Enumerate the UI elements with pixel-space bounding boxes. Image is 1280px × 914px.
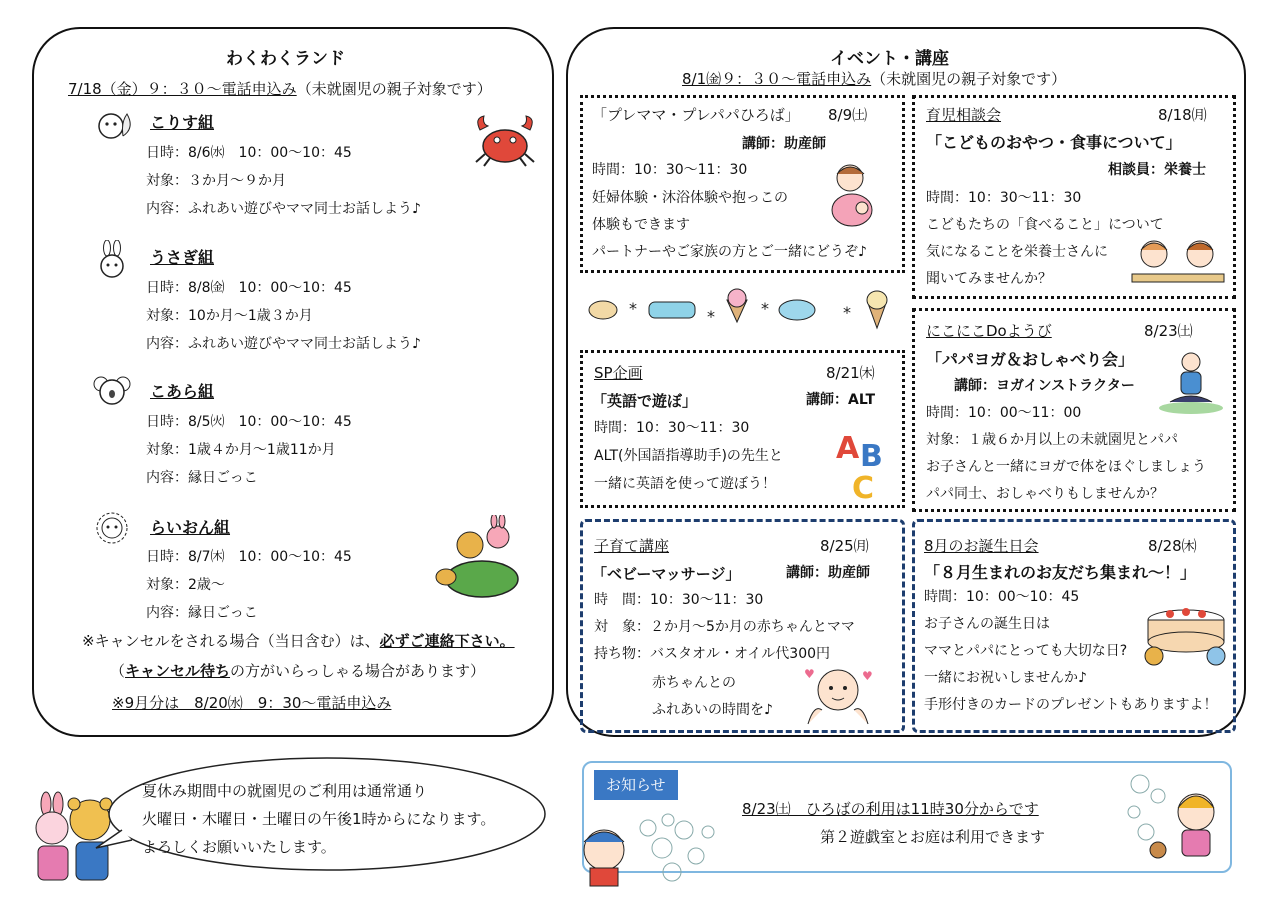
svg-text:♥: ♥ xyxy=(804,667,815,681)
group-date-raion: 日時：8/7㈭ 10：00～10：45 xyxy=(146,549,352,565)
kosodate-line-3: 持ち物：バスタオル・オイル代300円 xyxy=(594,646,831,662)
lion-icon xyxy=(92,510,132,546)
girl-blowing-bubbles-illustration xyxy=(1120,768,1230,868)
sp-heading: SP企画 xyxy=(594,364,643,382)
niko-line-1: 時間：10：00～11：00 xyxy=(926,405,1082,421)
group-content-usagi: 内容：ふれあい遊びやママ同士お話しよう♪ xyxy=(146,336,421,352)
group-content-koara: 内容：縁日ごっこ xyxy=(146,470,258,486)
premama-line-4: パートナーやご家族の方とご一緒にどうぞ♪ xyxy=(592,244,867,260)
september-notice: ※9月分は 8/20㈬ 9：30～電話申込み xyxy=(112,694,392,712)
children-eating-illustration xyxy=(1128,234,1228,292)
ikuji-line-4: 聞いてみませんか？ xyxy=(926,271,1052,287)
niko-heading: にこにこDoようび xyxy=(926,322,1052,340)
turtle-animals-illustration xyxy=(432,515,532,603)
premama-line-2: 妊婦体験・沐浴体験や抱っこの xyxy=(592,190,788,206)
notice-line-2: 第２遊戯室とお庭は利用できます xyxy=(820,828,1046,846)
birthday-line-4: 一緒にお祝いしませんか♪ xyxy=(924,670,1087,686)
svg-text:*: * xyxy=(707,307,715,326)
waitlist-text: の方がいらっしゃる場合があります） xyxy=(230,662,486,680)
birthday-line-1: 時間：10：00～10：45 xyxy=(924,589,1080,605)
bubble-line-3: よろしくお願いいたします。 xyxy=(142,838,336,856)
birthday-line-3: ママとパパにとっても大切な日? xyxy=(924,643,1128,659)
svg-text:*: * xyxy=(843,303,851,322)
events-title: イベント・講座 xyxy=(830,49,949,69)
sp-line-1: 時間：10：30～11：30 xyxy=(594,420,750,436)
premama-line-1: 時間：10：30～11：30 xyxy=(592,162,748,178)
premama-line-3: 体験もできます xyxy=(592,217,690,233)
premama-title: 「プレママ・プレパパひろば」 xyxy=(592,106,800,124)
rabbit-icon xyxy=(95,240,131,280)
svg-text:C: C xyxy=(852,471,875,502)
koala-icon xyxy=(93,372,131,410)
birthday-cake-illustration xyxy=(1140,590,1232,670)
birthday-line-5: 手形付きのカードのプレゼントもありますよ！ xyxy=(924,697,1218,713)
cancel-notice-emphasis: 必ずご連絡下さい。 xyxy=(379,632,515,650)
kosodate-date: 8/25㈪ xyxy=(820,537,869,555)
niko-line-3: お子さんと一緒にヨガで体をほぐしましょう xyxy=(926,459,1206,475)
group-name-raion: らいおん組 xyxy=(150,518,231,537)
birthday-heading: 8月のお誕生日会 xyxy=(924,537,1039,555)
birthday-title: 「８月生まれのお友だち集まれ～！」 xyxy=(924,563,1197,582)
svg-text:♥: ♥ xyxy=(862,669,873,683)
ikuji-lecturer: 相談員：栄養士 xyxy=(1108,162,1206,178)
wakuwaku-title: わくわくランド xyxy=(226,49,345,69)
sp-lecturer: 講師：ALT xyxy=(806,392,875,408)
sp-title: 「英語で遊ぼ」 xyxy=(592,392,698,410)
child-blowing-bubbles-illustration xyxy=(572,808,722,888)
events-apply-date: 8/1㈮９：３０～電話申込み xyxy=(682,70,872,88)
yoga-man-illustration xyxy=(1156,350,1226,416)
group-content-raion: 内容：縁日ごっこ xyxy=(146,605,258,621)
kosodate-heading: 子育て講座 xyxy=(594,537,670,555)
svg-text:*: * xyxy=(629,299,637,318)
group-target-korisu: 対象：３か月～９か月 xyxy=(146,173,286,189)
notice-tag: お知らせ xyxy=(594,770,678,800)
niko-lecturer: 講師：ヨガインストラクター xyxy=(954,378,1135,394)
niko-line-2: 対象：１歳６か月以上の未就園児とパパ xyxy=(926,432,1178,448)
niko-line-4: パパ同士、おしゃべりもしませんか？ xyxy=(926,486,1164,502)
wakuwaku-apply-date: 7/18（金）９：３０～電話申込み xyxy=(68,80,297,98)
premama-date: 8/9㈯ xyxy=(828,106,868,124)
svg-text:A: A xyxy=(836,431,860,466)
group-date-koara: 日時：8/5㈫ 10：00～10：45 xyxy=(146,414,352,430)
waitlist-open-paren: （ xyxy=(110,662,126,680)
bubble-line-2: 火曜日・木曜日・土曜日の午後1時からになります。 xyxy=(142,810,496,828)
ikuji-line-1: 時間：10：30～11：30 xyxy=(926,190,1082,206)
wakuwaku-target-note: （未就園児の親子対象です） xyxy=(296,80,492,98)
kosodate-line-1: 時 間：10：30～11：30 xyxy=(594,592,764,608)
ikuji-line-2: こどもたちの「食べること」について xyxy=(926,217,1164,233)
group-target-raion: 対象：2歳～ xyxy=(146,577,225,593)
group-date-usagi: 日時：8/8㈮ 10：00～10：45 xyxy=(146,280,352,296)
group-name-koara: こあら組 xyxy=(150,382,215,401)
abc-letters-illustration xyxy=(836,428,896,502)
premama-lecturer: 講師：助産師 xyxy=(742,136,826,152)
ikuji-date: 8/18㈪ xyxy=(1158,106,1207,124)
sp-date: 8/21㈭ xyxy=(826,364,875,382)
crab-illustration xyxy=(470,110,540,168)
events-target-note: （未就園児の親子対象です） xyxy=(871,70,1067,88)
group-target-koara: 対象：1歳４か月～1歳11か月 xyxy=(146,442,336,458)
sweets-divider-illustration xyxy=(585,288,905,330)
ikuji-title: 「こどものおやつ・食事について」 xyxy=(926,133,1182,152)
squirrel-icon xyxy=(95,108,135,144)
group-name-korisu: こりす組 xyxy=(150,113,215,132)
sp-line-3: 一緒に英語を使って遊ぼう！ xyxy=(594,476,776,492)
cancel-notice xyxy=(82,632,515,650)
waitlist-notice xyxy=(110,662,485,680)
kosodate-title: 「ベビーマッサージ」 xyxy=(592,565,741,583)
wakuwaku-subtitle xyxy=(68,80,492,98)
events-subtitle xyxy=(682,70,1066,88)
cancel-notice-text: ※キャンセルをされる場合（当日含む）は、 xyxy=(82,632,380,650)
group-target-usagi: 対象：10か月～1歳３か月 xyxy=(146,308,313,324)
ikuji-heading: 育児相談会 xyxy=(926,106,1002,124)
group-date-korisu: 日時：8/6㈬ 10：00～10：45 xyxy=(146,145,352,161)
pregnant-woman-illustration xyxy=(822,160,882,230)
svg-text:B: B xyxy=(860,439,883,474)
birthday-line-2: お子さんの誕生日は xyxy=(924,616,1050,632)
sp-line-2: ALT(外国語指導助手)の先生と xyxy=(594,448,783,464)
baby-massage-illustration xyxy=(800,664,876,728)
birthday-date: 8/28㈭ xyxy=(1148,537,1197,555)
notice-line-1: 8/23㈯ ひろばの利用は11時30分からです xyxy=(742,800,1039,818)
kosodate-line-2: 対 象：２か月～5か月の赤ちゃんとママ xyxy=(594,619,855,635)
svg-text:*: * xyxy=(761,299,769,318)
kosodate-lecturer: 講師：助産師 xyxy=(786,565,870,581)
ikuji-line-3: 気になることを栄養士さんに xyxy=(926,244,1108,260)
niko-title: 「パパヨガ＆おしゃべり会」 xyxy=(926,350,1135,369)
kosodate-line-5: ふれあいの時間を♪ xyxy=(652,702,773,718)
group-name-usagi: うさぎ組 xyxy=(150,248,215,267)
niko-date: 8/23㈯ xyxy=(1144,322,1193,340)
kosodate-line-4: 赤ちゃんとの xyxy=(652,675,736,691)
group-content-korisu: 内容：ふれあい遊びやママ同士お話しよう♪ xyxy=(146,201,421,217)
bubble-line-1: 夏休み期間中の就園児のご利用は通常通り xyxy=(142,782,428,800)
waitlist-emphasis: キャンセル待ち xyxy=(125,662,231,680)
